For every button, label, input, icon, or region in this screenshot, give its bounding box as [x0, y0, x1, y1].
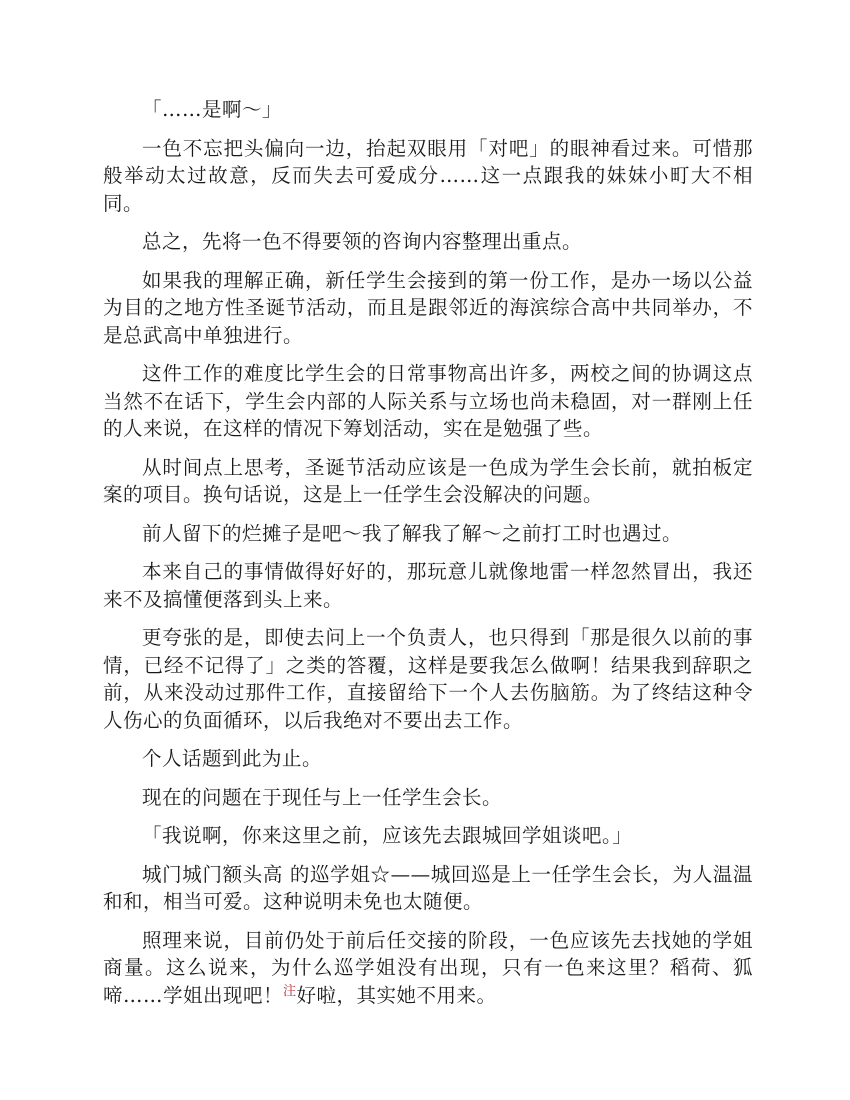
paragraph-12: 「我说啊，你来这里之前，应该先去跟城回学姐谈吧。」	[142, 824, 633, 847]
paragraph-6: 从时间点上思考，圣诞节活动应该是一色成为学生会长前，就拍板定案的项目。换句话说，这是上一任学生会没解决的问题。	[103, 455, 753, 506]
paragraph-9: 更夸张的是，即使去问上一个负责人，也只得到「那是很久以前的事情，已经不记得了」之类的答覆，这样是要我怎么做啊！结果我到辞职之前，从来没动过那件工作，直接留给下一个人去伤脑筋。为了终结这种令人伤心的负面循环，以后我绝对不要出去工作。	[103, 626, 753, 732]
paragraph-11: 现在的问题在于现任与上一任学生会长。	[142, 785, 503, 809]
paragraph-4: 如果我的理解正确，新任学生会接到的第一份工作，是办一场以公益为目的之地方性圣诞节活动，而且是跟邻近的海滨综合高中共同举办，不是总武高中单独进行。	[103, 268, 753, 347]
document-page	[103, 96, 753, 1020]
paragraph-5: 这件工作的难度比学生会的日常事物高出许多，两校之间的协调这点当然不在话下，学生会内部的人际关系与立场也尚未稳固，对一群刚上任的人来说，在这样的情况下筹划活动，实在是勉强了些。	[103, 362, 753, 440]
paragraph-13: 城门城门额头高 的巡学姐☆——城回巡是上一任学生会长，为人温温和和，相当可爱。这种说明未免也太随便。	[103, 862, 753, 913]
paragraph-10: 个人话题到此为止。	[142, 747, 323, 770]
footnote-marker[interactable]: 注	[283, 983, 297, 999]
paragraph-14-text: 照理来说，目前仍处于前后任交接的阶段，一色应该先去找她的学姐商量。这么说来，为什么巡学姐没有出现，只有一色来这里？稻荷、狐啼……学姐出现吧！	[103, 928, 753, 1007]
paragraph-14-tail: 好啦，其实她不用来。	[296, 983, 497, 1007]
paragraph-7: 前人留下的烂摊子是吧～我了解我了解～之前打工时也遇过。	[142, 521, 683, 545]
paragraph-2: 一色不忘把头偏向一边，抬起双眼用「对吧」的眼神看过来。可惜那般举动太过故意，反而失去可爱成分……这一点跟我的妹妹小町大不相同。	[103, 136, 753, 215]
paragraph-1: 「……是啊～」	[142, 98, 283, 121]
paragraph-14	[103, 927, 753, 1010]
paragraph-3: 总之，先将一色不得要领的咨询内容整理出重点。	[142, 230, 583, 253]
paragraph-8: 本来自己的事情做得好好的，那玩意儿就像地雷一样忽然冒出，我还来不及搞懂便落到头上来。	[103, 560, 753, 611]
